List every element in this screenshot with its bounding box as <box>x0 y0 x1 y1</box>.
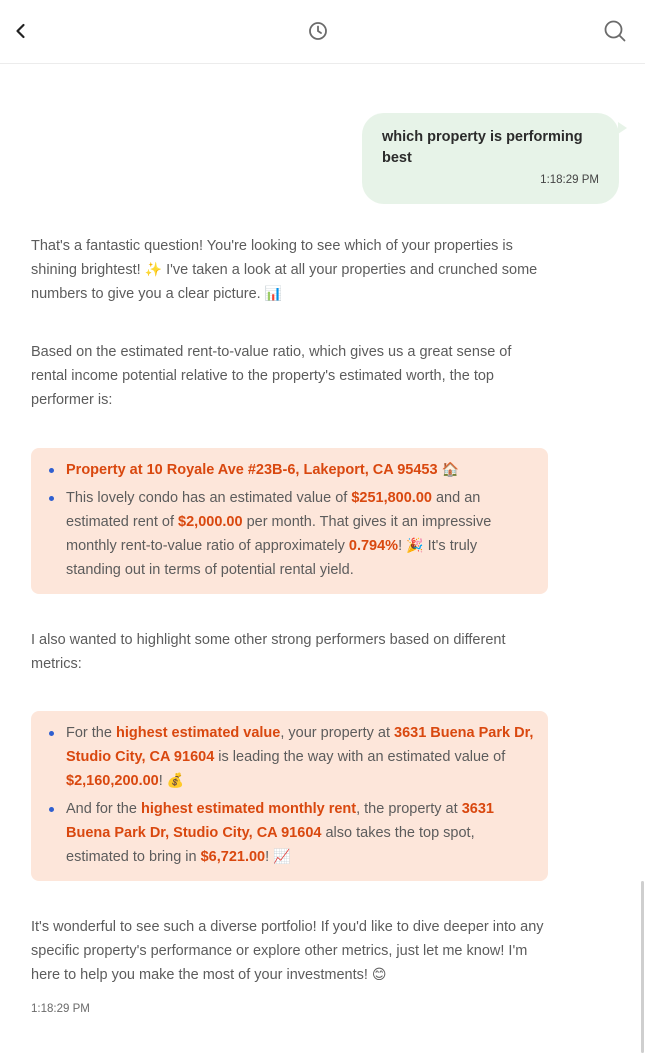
user-message-bubble <box>362 113 619 204</box>
search-button[interactable] <box>598 14 632 48</box>
bot-outro-paragraph <box>31 915 551 987</box>
bubble-tail <box>618 122 627 134</box>
desc-text: It's truly standing out in terms of potential rental yield. <box>66 538 478 578</box>
bot-message-time: 1:18:29 PM <box>31 1003 90 1015</box>
user-message-time: 1:18:29 PM <box>540 174 599 186</box>
item-text: also takes the top spot, estimated to bring in <box>66 825 475 865</box>
list-item <box>31 721 548 793</box>
item-text: And for the <box>66 801 141 817</box>
metric-label: highest estimated monthly rent <box>140 801 357 817</box>
bullet-icon <box>49 496 54 501</box>
desc-text: This lovely condo has an estimated value of <box>66 490 352 506</box>
intro-text-a: That's a fantastic question! You're looking to see which of your properties is shining brightest! <box>31 238 513 278</box>
metric-value: $2,160,200.00 <box>66 773 159 789</box>
item-text: ! <box>265 849 274 865</box>
user-message-text: which property is performing best <box>382 129 583 166</box>
smile-icon: 😊 <box>371 967 387 983</box>
item-text: , the property at <box>356 801 462 817</box>
top-property-title: Property at 10 Royale Ave #23B-6, Lakeport, CA 95453 <box>66 462 438 478</box>
trend-up-icon: 📈 <box>273 849 291 865</box>
party-popper-icon: 🎉 <box>406 538 424 554</box>
outro-text: It's wonderful to see such a diverse portfolio! If you'd like to dive deeper into any specific property's performance or explore other metrics, just let me know! I'm here to help you make the most of your investments! <box>31 919 544 983</box>
item-text: ! <box>158 773 167 789</box>
list-item <box>31 486 548 582</box>
money-bag-icon: 💰 <box>166 773 185 789</box>
scrollbar-thumb[interactable] <box>641 881 644 1053</box>
list-item <box>31 458 548 482</box>
property-address: 3631 Buena Park Dr, Studio City, CA 91604 <box>66 801 494 841</box>
item-text: is leading the way with an estimated value of <box>214 749 506 765</box>
scrollbar[interactable] <box>639 64 645 1053</box>
bullet-icon <box>49 468 54 473</box>
search-icon <box>603 19 627 43</box>
bot-ratio-paragraph: Based on the estimated rent-to-value ratio, which gives us a great sense of rental income potential relative to the property's estimated worth, the top performer is: <box>31 344 512 408</box>
estimated-rent: $2,000.00 <box>178 514 243 530</box>
property-address: 3631 Buena Park Dr, Studio City, CA 91604 <box>66 725 534 765</box>
bot-intro-paragraph <box>31 234 551 306</box>
bar-chart-icon: 📊 <box>264 286 283 302</box>
bot-highlight-paragraph: I also wanted to highlight some other strong performers based on different metrics: <box>31 632 506 672</box>
list-item <box>31 797 548 869</box>
top-performer-card <box>31 448 548 594</box>
top-bar <box>0 0 645 64</box>
other-performers-card <box>31 711 548 881</box>
sparkles-icon: ✨ <box>144 262 163 278</box>
metric-label: highest estimated value <box>115 725 281 741</box>
back-button[interactable] <box>4 14 38 48</box>
estimated-value: $251,800.00 <box>351 490 432 506</box>
bullet-icon <box>49 731 54 736</box>
item-text: , your property at <box>280 725 394 741</box>
desc-text: and an estimated rent of <box>66 490 481 530</box>
metric-value: $6,721.00 <box>200 849 266 865</box>
rent-to-value-ratio: 0.794% <box>348 538 399 554</box>
bullet-icon <box>49 807 54 812</box>
clock-icon <box>307 20 329 42</box>
desc-text: per month. That gives it an impressive monthly rent-to-value ratio of approximately <box>66 514 492 554</box>
desc-text: ! <box>398 538 407 554</box>
history-button[interactable] <box>301 14 335 48</box>
house-icon: 🏠 <box>441 462 459 478</box>
chevron-left-icon <box>11 21 31 41</box>
item-text: For the <box>66 725 116 741</box>
intro-text-b: I've taken a look at all your properties and crunched some numbers to give you a clear picture. <box>31 262 538 302</box>
